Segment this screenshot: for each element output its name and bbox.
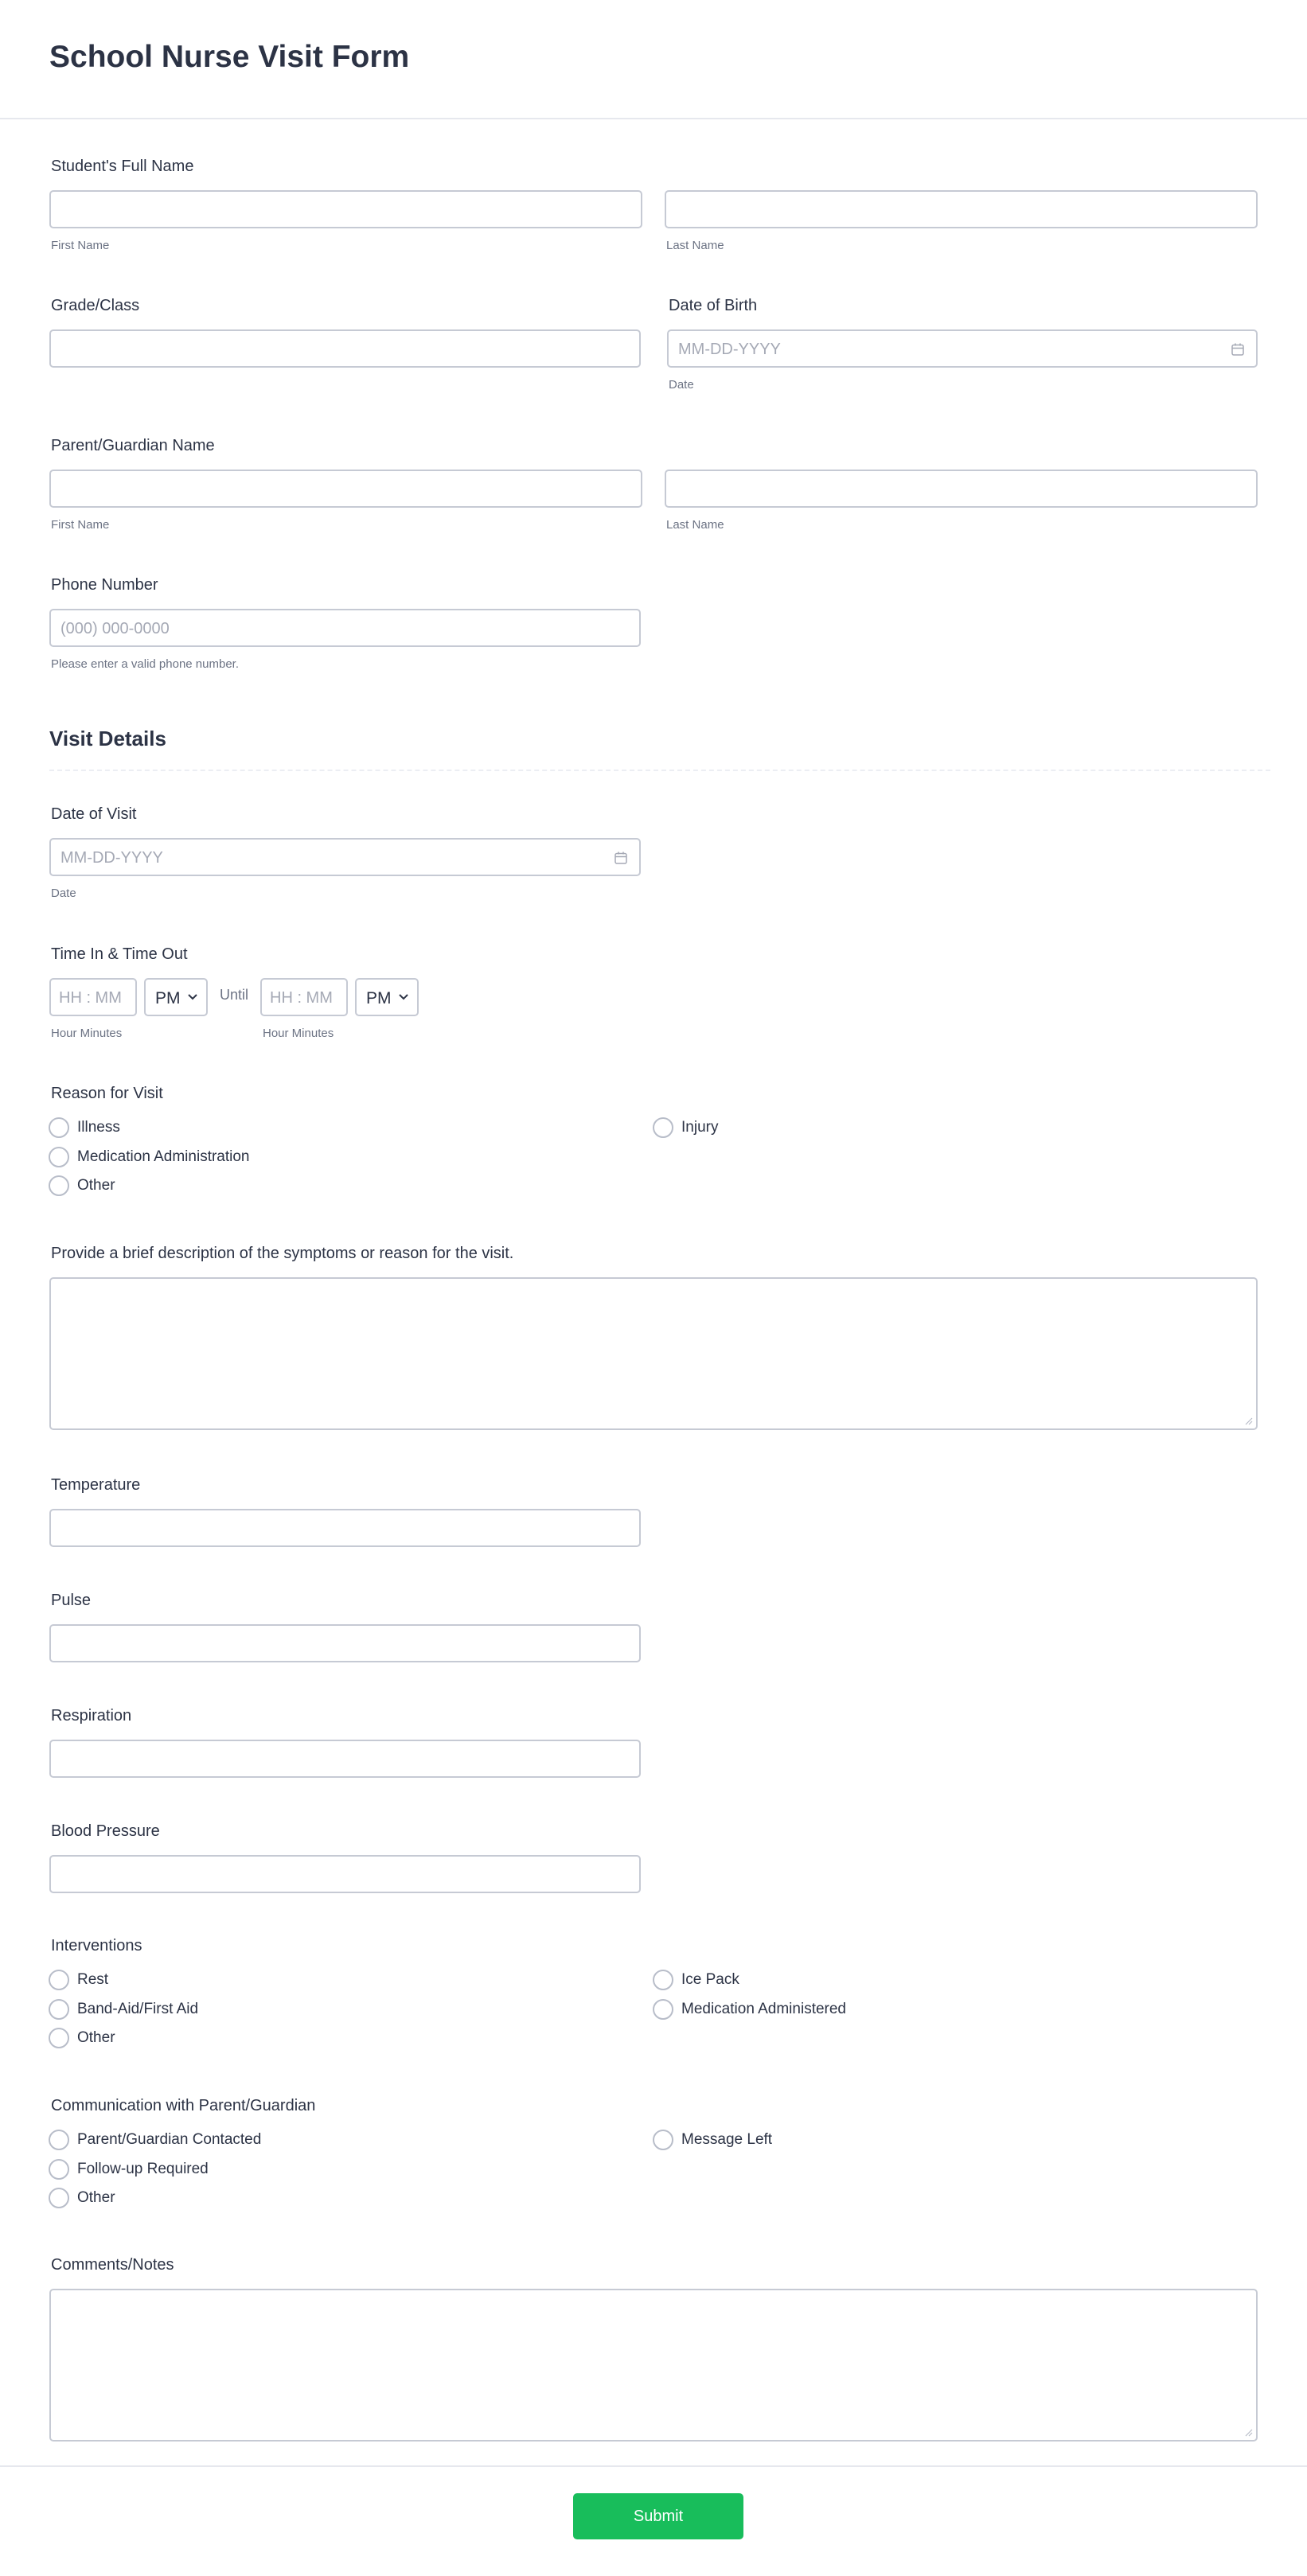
resize-handle-icon[interactable] xyxy=(1243,2427,1253,2437)
parent-last-name-sublabel: Last Name xyxy=(666,518,724,532)
communication-follow-up-radio[interactable] xyxy=(49,2159,69,2180)
student-last-name-sublabel: Last Name xyxy=(666,239,724,252)
comments-textarea[interactable] xyxy=(49,2289,1258,2442)
parent-first-name-input[interactable] xyxy=(49,470,642,508)
submit-button[interactable]: Submit xyxy=(573,2493,743,2539)
student-name-label: Student's Full Name xyxy=(51,158,194,175)
visit-date-label: Date of Visit xyxy=(51,805,137,823)
description-textarea[interactable] xyxy=(49,1277,1258,1430)
time-separator: Until xyxy=(220,987,249,1003)
time-out-input[interactable] xyxy=(260,978,348,1016)
form-title: School Nurse Visit Form xyxy=(49,40,410,74)
time-out-ampm-value: PM xyxy=(366,989,392,1007)
pulse-label: Pulse xyxy=(51,1592,92,1609)
comments-label: Comments/Notes xyxy=(51,2256,174,2274)
time-in-sublabel: Hour Minutes xyxy=(51,1027,123,1040)
intervention-rest-radio[interactable] xyxy=(49,1970,69,1990)
blood-pressure-label: Blood Pressure xyxy=(51,1822,160,1840)
intervention-band-aid-label[interactable]: Band-Aid/First Aid xyxy=(77,2001,199,2017)
reason-medication-label[interactable]: Medication Administration xyxy=(77,1148,250,1165)
description-label: Provide a brief description of the symptoms or reason for the visit. xyxy=(51,1245,514,1262)
communication-message-left-label[interactable]: Message Left xyxy=(681,2131,773,2148)
phone-input[interactable] xyxy=(49,609,641,647)
time-in-placeholder: HH : MM xyxy=(59,989,122,1007)
intervention-rest-label[interactable]: Rest xyxy=(77,1971,109,1988)
time-out-ampm-select[interactable] xyxy=(355,978,419,1016)
student-first-name-input[interactable] xyxy=(49,190,642,228)
intervention-other-radio[interactable] xyxy=(49,2028,69,2048)
time-out-sublabel: Hour Minutes xyxy=(263,1027,334,1040)
reason-other-radio[interactable] xyxy=(49,1175,69,1196)
phone-label: Phone Number xyxy=(51,576,158,594)
interventions-label: Interventions xyxy=(51,1937,142,1954)
chevron-down-icon xyxy=(398,993,409,1001)
communication-contacted-label[interactable]: Parent/Guardian Contacted xyxy=(77,2131,262,2148)
grade-label: Grade/Class xyxy=(51,297,140,314)
reason-illness-radio[interactable] xyxy=(49,1117,69,1138)
reason-injury-label[interactable]: Injury xyxy=(681,1119,719,1136)
visit-date-input[interactable] xyxy=(49,838,641,876)
dob-input[interactable] xyxy=(667,329,1258,368)
section-divider xyxy=(49,770,1270,771)
temperature-label: Temperature xyxy=(51,1476,141,1494)
respiration-label: Respiration xyxy=(51,1707,132,1724)
time-in-ampm-select[interactable] xyxy=(144,978,208,1016)
intervention-ice-pack-radio[interactable] xyxy=(653,1970,673,1990)
reason-injury-radio[interactable] xyxy=(653,1117,673,1138)
communication-contacted-radio[interactable] xyxy=(49,2130,69,2150)
calendar-icon[interactable] xyxy=(1231,342,1245,357)
blood-pressure-input[interactable] xyxy=(49,1855,641,1893)
parent-name-label: Parent/Guardian Name xyxy=(51,437,215,454)
intervention-ice-pack-label[interactable]: Ice Pack xyxy=(681,1971,739,1988)
time-out-placeholder: HH : MM xyxy=(270,989,333,1007)
student-first-name-sublabel: First Name xyxy=(51,239,110,252)
dob-placeholder: MM-DD-YYYY xyxy=(678,341,781,358)
communication-follow-up-label[interactable]: Follow-up Required xyxy=(77,2161,209,2177)
time-in-ampm-value: PM xyxy=(155,989,181,1007)
resize-handle-icon[interactable] xyxy=(1243,1416,1253,1425)
visit-date-sublabel: Date xyxy=(51,887,76,900)
pulse-input[interactable] xyxy=(49,1624,641,1662)
phone-placeholder: (000) 000-0000 xyxy=(60,620,170,637)
communication-other-label[interactable]: Other xyxy=(77,2189,115,2206)
visit-details-title: Visit Details xyxy=(49,727,166,750)
reason-illness-label[interactable]: Illness xyxy=(77,1119,120,1136)
student-last-name-input[interactable] xyxy=(665,190,1258,228)
temperature-input[interactable] xyxy=(49,1509,641,1547)
time-in-input[interactable] xyxy=(49,978,137,1016)
calendar-icon[interactable] xyxy=(614,851,628,865)
reason-medication-radio[interactable] xyxy=(49,1147,69,1167)
chevron-down-icon xyxy=(187,993,198,1001)
reason-label: Reason for Visit xyxy=(51,1085,163,1102)
grade-input[interactable] xyxy=(49,329,641,368)
respiration-input[interactable] xyxy=(49,1740,641,1778)
intervention-band-aid-radio[interactable] xyxy=(49,1999,69,2020)
time-label: Time In & Time Out xyxy=(51,945,188,963)
parent-last-name-input[interactable] xyxy=(665,470,1258,508)
parent-first-name-sublabel: First Name xyxy=(51,518,110,532)
visit-date-placeholder: MM-DD-YYYY xyxy=(60,849,163,867)
communication-label: Communication with Parent/Guardian xyxy=(51,2097,316,2114)
phone-sublabel: Please enter a valid phone number. xyxy=(51,657,239,671)
communication-message-left-radio[interactable] xyxy=(653,2130,673,2150)
intervention-medication-radio[interactable] xyxy=(653,1999,673,2020)
reason-other-label[interactable]: Other xyxy=(77,1177,115,1194)
intervention-medication-label[interactable]: Medication Administered xyxy=(681,2001,846,2017)
dob-label: Date of Birth xyxy=(669,297,758,314)
footer-divider xyxy=(0,2465,1307,2467)
dob-sublabel: Date xyxy=(669,378,694,392)
intervention-other-label[interactable]: Other xyxy=(77,2029,115,2046)
communication-other-radio[interactable] xyxy=(49,2188,69,2208)
